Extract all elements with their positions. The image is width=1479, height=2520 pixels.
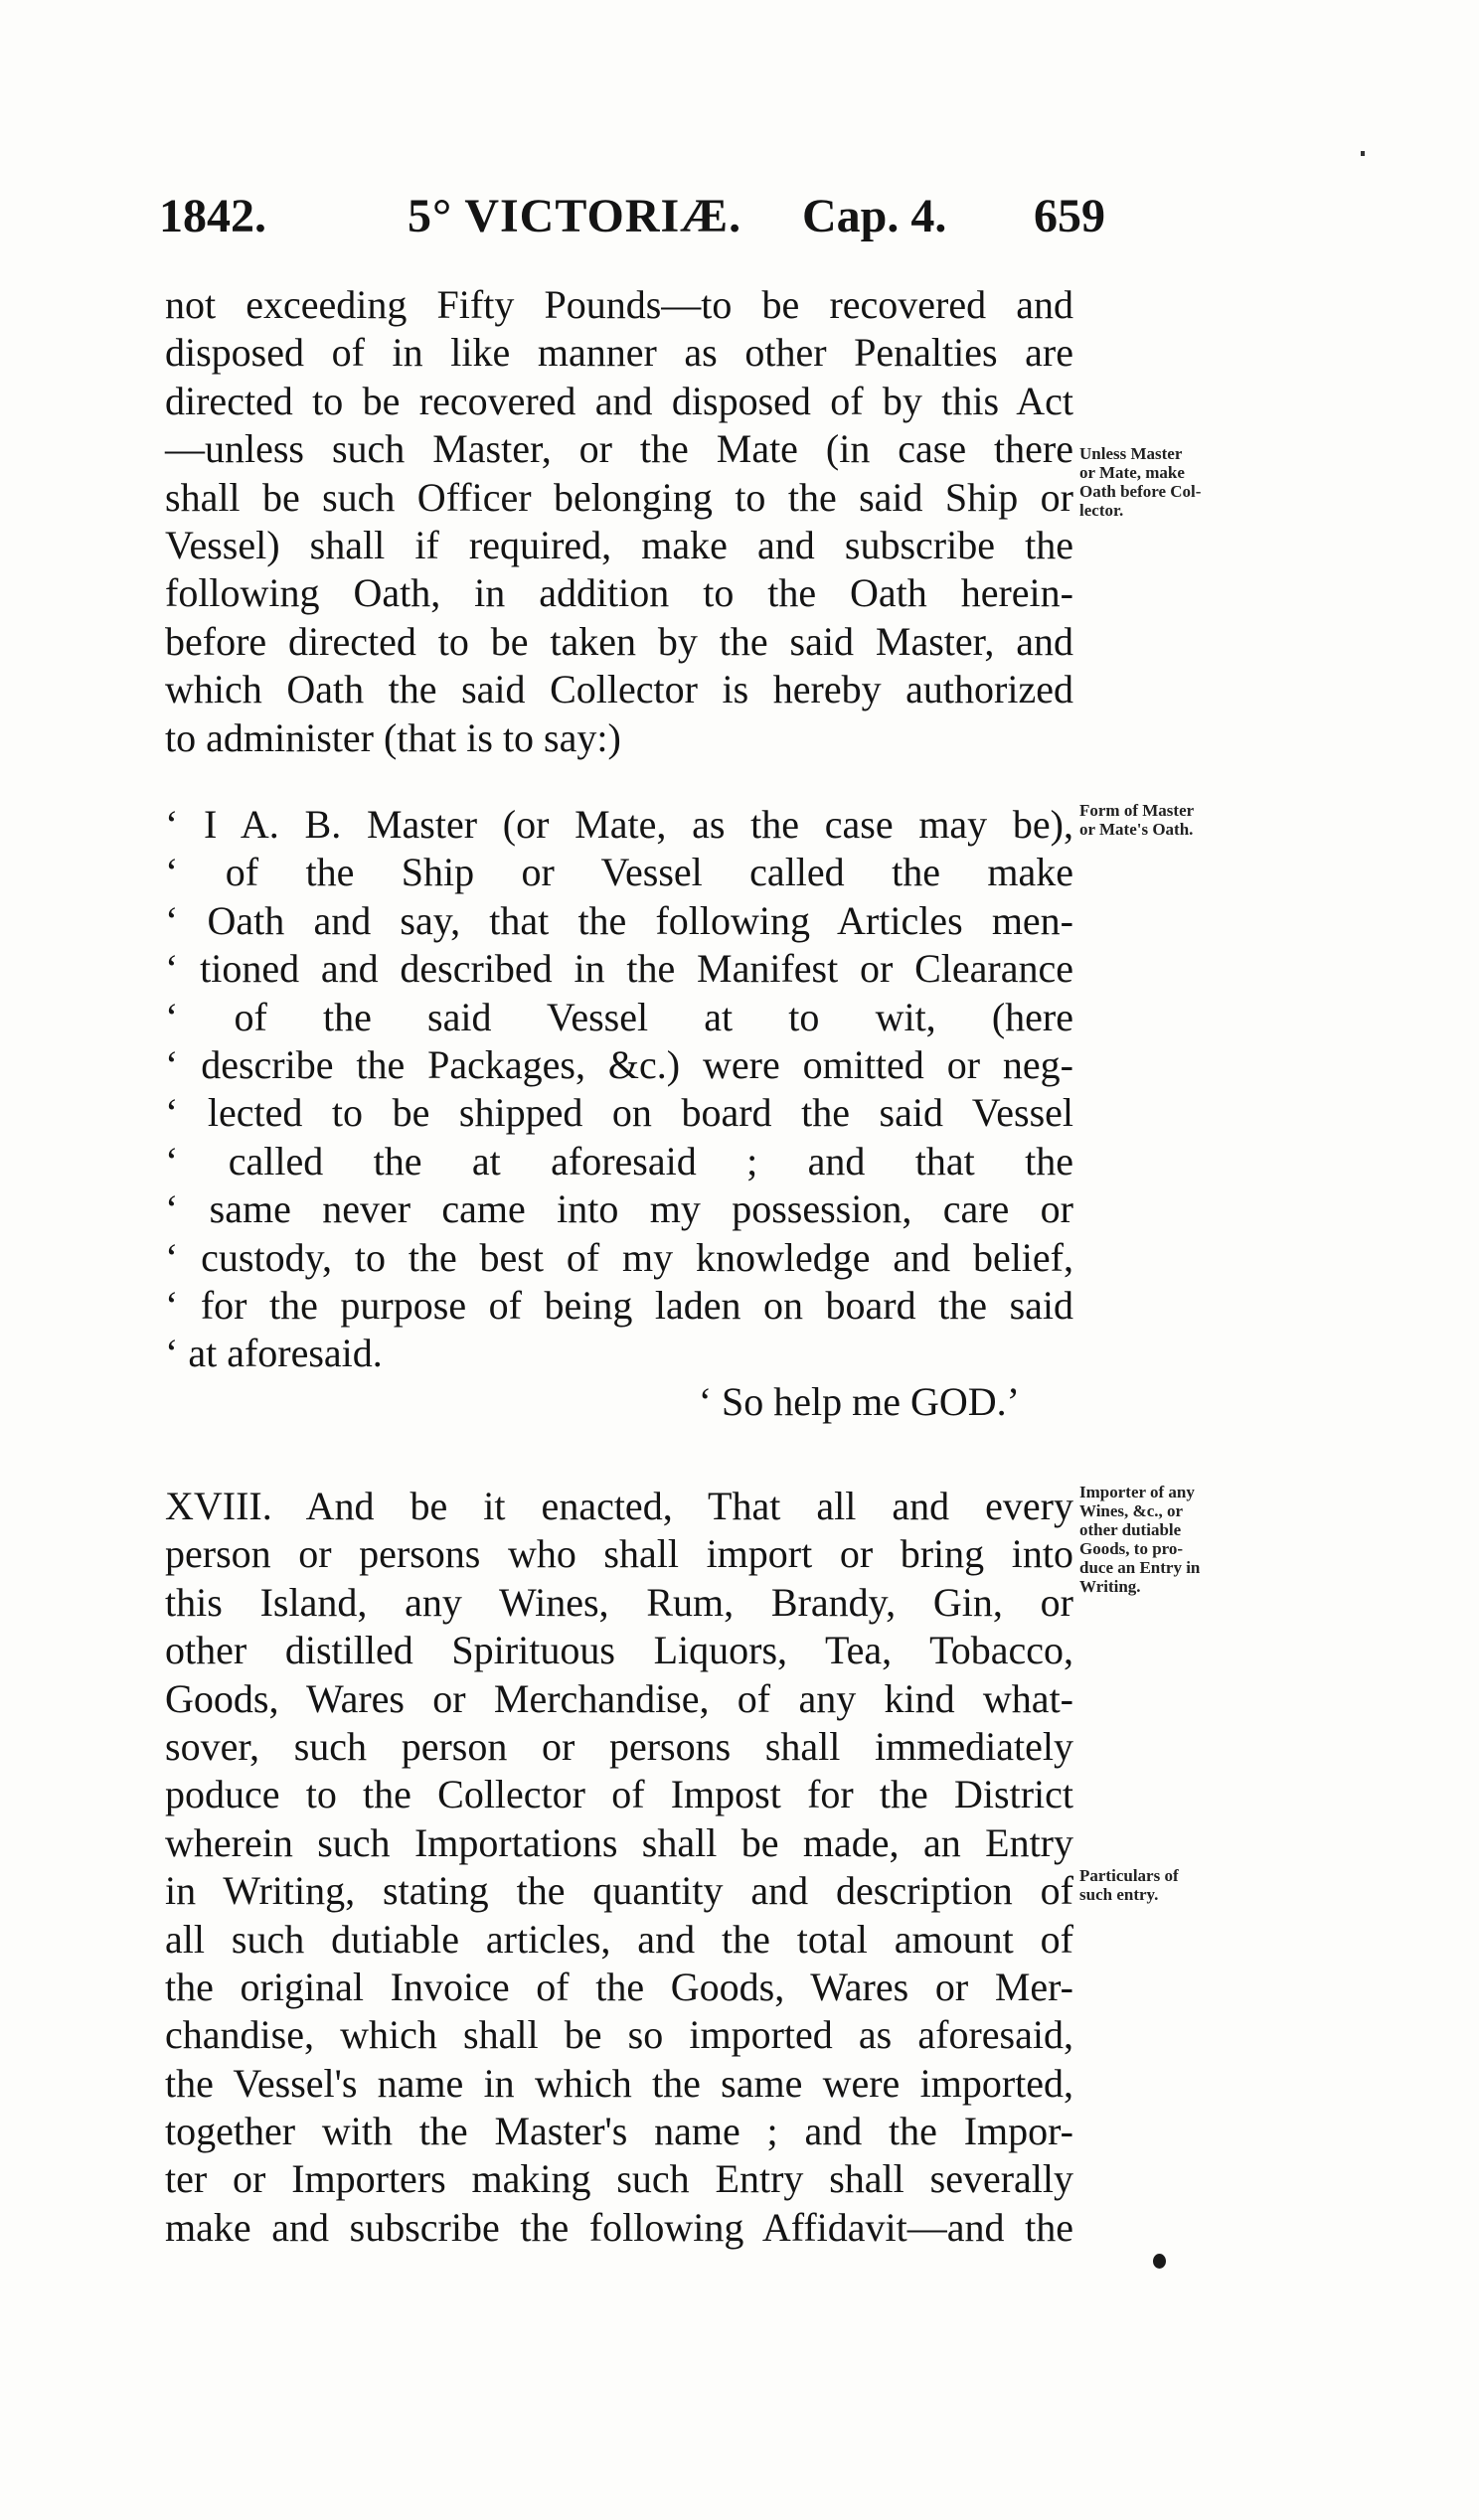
text-line: other distilled Spirituous Liquors, Tea, Tobacco, — [165, 1628, 1073, 1673]
text-line: person or persons who shall import or bring into — [165, 1531, 1073, 1577]
text-line: poduce to the Collector of Impost for the District — [165, 1772, 1073, 1817]
oath-line: ‘ at aforesaid. — [165, 1331, 383, 1376]
oath-line: ‘ Oath and say, that the following Articles men- — [165, 897, 1073, 943]
margin-note-line: lector. — [1079, 501, 1124, 520]
text-line: ter or Importers making such Entry shall severally — [165, 2156, 1073, 2202]
text-line: wherein such Importations shall be made, an Entry — [165, 1819, 1073, 1865]
header-title: 5° VICTORIÆ. — [408, 190, 742, 242]
margin-note-line: Writing. — [1079, 1577, 1141, 1596]
text-line: directed to be recovered and disposed of by this Act — [165, 378, 1073, 423]
header-year: 1842. — [159, 190, 266, 242]
ink-dot — [1153, 2254, 1166, 2269]
paragraph-penalty — [165, 281, 1073, 762]
text-line: sover, such person or persons shall immediately — [165, 1723, 1073, 1769]
text-line: all such dutiable articles, and the total amount of — [165, 1916, 1073, 1962]
margin-note-line: other dutiable — [1079, 1520, 1182, 1539]
oath-line: ‘ of the Ship or Vessel called the make — [165, 850, 1073, 895]
margin-note-line: duce an Entry in — [1079, 1558, 1201, 1577]
header-chapter: Cap. 4. — [802, 190, 947, 242]
margin-note-line: Unless Master — [1079, 444, 1183, 463]
margin-note-line: Form of Master — [1079, 801, 1195, 820]
margin-note-importer — [1079, 1483, 1283, 1596]
oath-line: ‘ I A. B. Master (or Mate, as the case may be), — [165, 802, 1073, 847]
margin-note-particulars — [1079, 1866, 1283, 1904]
text-line: this Island, any Wines, Rum, Brandy, Gin, or — [165, 1579, 1073, 1625]
margin-note-line: or Mate, make — [1079, 463, 1185, 482]
text-line: to administer (that is to say:) — [165, 714, 621, 760]
text-line: XVIII. And be it enacted, That all and every — [165, 1484, 1073, 1528]
text-line: the original Invoice of the Goods, Wares or Mer- — [165, 1964, 1073, 2009]
margin-note-unless-master — [1079, 444, 1283, 520]
oath-line: ‘ same never came into my possession, care or — [165, 1186, 1073, 1232]
margin-note-form-of-oath — [1079, 801, 1283, 839]
text-line: following Oath, in addition to the Oath herein- — [165, 570, 1073, 616]
text-line: disposed of in like manner as other Penalties are — [165, 330, 1073, 376]
oath-line: ‘ custody, to the best of my knowledge and belief, — [165, 1234, 1073, 1280]
text-line: before directed to be taken by the said Master, and — [165, 618, 1073, 664]
scan-speck — [1361, 151, 1365, 156]
oath-line: ‘ lected to be shipped on board the said Vessel — [165, 1090, 1073, 1136]
section-xviii — [165, 1483, 1073, 2252]
text-line: shall be such Officer belonging to the said Ship or — [165, 474, 1073, 520]
text-line: together with the Master's name ; and the Impor- — [165, 2109, 1073, 2154]
margin-note-line: Goods, to pro- — [1079, 1539, 1184, 1558]
oath-form — [165, 801, 1073, 1426]
oath-closing: ‘ So help me GOD.’ — [698, 1378, 1020, 1424]
margin-note-line: Particulars of — [1079, 1866, 1179, 1885]
oath-line: ‘ describe the Packages, &c.) were omitted or neg- — [165, 1041, 1073, 1087]
margin-note-line: Importer of any — [1079, 1483, 1195, 1501]
text-line: chandise, which shall be so imported as aforesaid, — [165, 2012, 1073, 2058]
text-line: make and subscribe the following Affidavit—and the — [165, 2204, 1073, 2250]
oath-line: ‘ for the purpose of being laden on board the said — [165, 1282, 1073, 1328]
margin-note-line: or Mate's Oath. — [1079, 820, 1194, 839]
text-line: not exceeding Fifty Pounds—to be recovered and — [165, 282, 1073, 327]
text-line: in Writing, stating the quantity and description of — [165, 1868, 1073, 1914]
text-line: the Vessel's name in which the same were imported, — [165, 2060, 1073, 2106]
page-number: 659 — [1034, 190, 1105, 242]
margin-note-line: Wines, &c., or — [1079, 1501, 1184, 1520]
oath-line: ‘ tioned and described in the Manifest or Clearance — [165, 946, 1073, 992]
running-header — [159, 187, 1302, 246]
text-line: Goods, Wares or Merchandise, of any kind what- — [165, 1675, 1073, 1721]
oath-line: ‘ called the at aforesaid ; and that the — [165, 1138, 1073, 1183]
text-line: —unless such Master, or the Mate (in case there — [165, 426, 1073, 472]
oath-line: ‘ of the said Vessel at to wit, (here — [165, 994, 1073, 1039]
margin-note-line: such entry. — [1079, 1885, 1159, 1904]
text-line: which Oath the said Collector is hereby authorized — [165, 667, 1073, 712]
text-line: Vessel) shall if required, make and subscribe the — [165, 522, 1073, 567]
margin-note-line: Oath before Col- — [1079, 482, 1202, 501]
